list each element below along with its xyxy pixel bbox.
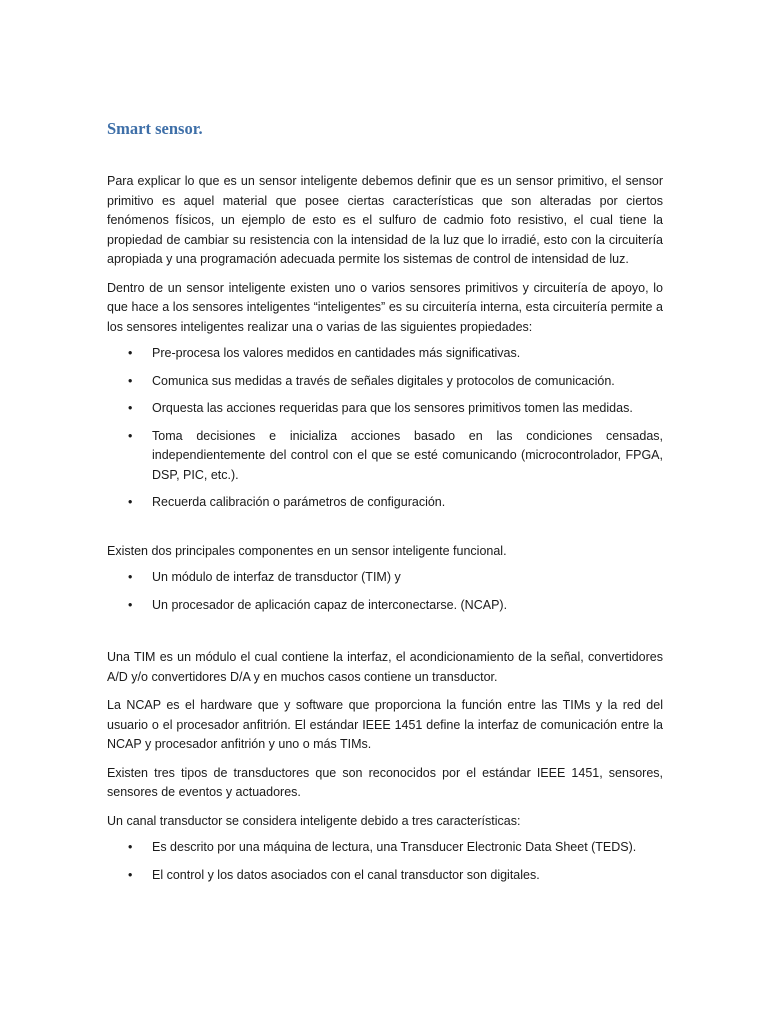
characteristics-list — [107, 838, 663, 885]
list-item-text: Un módulo de interfaz de transductor (TIM) y — [152, 570, 401, 584]
bullet-icon: • — [128, 428, 133, 443]
list-item-text: Pre-procesa los valores medidos en cantidades más significativas. — [152, 346, 521, 360]
bullet-icon: • — [128, 373, 133, 388]
bullet-icon: • — [128, 346, 133, 360]
bullet-icon: • — [128, 867, 133, 882]
list-item — [107, 344, 663, 364]
list-item — [107, 399, 663, 419]
list-item-text: Es descrito por una máquina de lectura, una Transducer Electronic Data Sheet (TEDS). — [152, 840, 637, 854]
components-list — [107, 568, 663, 615]
bullet-icon: • — [128, 570, 133, 584]
list-item — [107, 838, 663, 858]
bullet-icon: • — [128, 495, 133, 509]
list-item-text: El control y los datos asociados con el canal transductor son digitales. — [152, 867, 540, 882]
paragraph-transductores: Existen tres tipos de transductores que son reconocidos por el estándar IEEE 1451, sensores, sensores de eventos y actuadores. — [107, 765, 663, 799]
list-item — [107, 372, 663, 392]
list-item-text: Toma decisiones e inicializa acciones basado en las condiciones censadas, independientemente del control con el que se esté comunicando (microcontrolador, FPGA, DSP, PIC, etc.). — [152, 428, 663, 482]
document-title: Smart sensor. — [107, 119, 203, 138]
bullet-icon: • — [128, 401, 133, 415]
properties-list — [107, 344, 663, 513]
document-body — [107, 172, 663, 885]
paragraph-tim: Una TIM es un módulo el cual contiene la interfaz, el acondicionamiento de la señal, convertidores A/D y/o convertidores D/A y en muchos casos contiene un transductor. — [107, 650, 663, 684]
paragraph-componentes: Existen dos principales componentes en un sensor inteligente funcional. — [107, 543, 507, 558]
list-item — [107, 427, 663, 486]
paragraph-sensor-primitivo: Para explicar lo que es un sensor inteligente debemos definir que es un sensor primitivo, el sensor primitivo es aquel material que posee ciertas características que son alteradas por ciertos fenómenos físicos, un ejemplo de esto es el sulfuro de cadmio foto resistivo, el cual tiene la propiedad de cambiar su resistencia con la intensidad de la luz que lo irradié, esto con la circuitería apropiada y una programación adecuada permite los sistemas de control de intensidad de luz. — [107, 174, 663, 266]
list-item-text: Un procesador de aplicación capaz de interconectarse. (NCAP). — [152, 597, 508, 612]
list-item — [107, 596, 663, 616]
list-item-text: Orquesta las acciones requeridas para que los sensores primitivos tomen las medidas. — [152, 401, 633, 415]
paragraph-sensor-inteligente: Dentro de un sensor inteligente existen uno o varios sensores primitivos y circuitería de apoyo, lo que hace a los sensores inteligentes “inteligentes” es su circuitería interna, esta circuitería permite a los sensores inteligentes realizar una o varias de las siguientes propiedades: — [107, 280, 663, 334]
list-item-text: Recuerda calibración o parámetros de configuración. — [152, 495, 446, 509]
paragraph-canal-transductor: Un canal transductor se considera inteligente debido a tres características: — [107, 813, 521, 828]
list-item — [107, 866, 663, 886]
paragraph-ncap: La NCAP es el hardware que y software que proporciona la función entre las TIMs y la red del usuario o el procesador anfitrión. El estándar IEEE 1451 define la interfaz de comunicación entre la NCAP y procesador anfitrión y uno o más TIMs. — [107, 698, 663, 751]
bullet-icon: • — [128, 840, 133, 854]
bullet-icon: • — [128, 597, 133, 612]
list-item — [107, 493, 663, 513]
list-item — [107, 568, 663, 588]
list-item-text: Comunica sus medidas a través de señales digitales y protocolos de comunicación. — [152, 373, 615, 388]
